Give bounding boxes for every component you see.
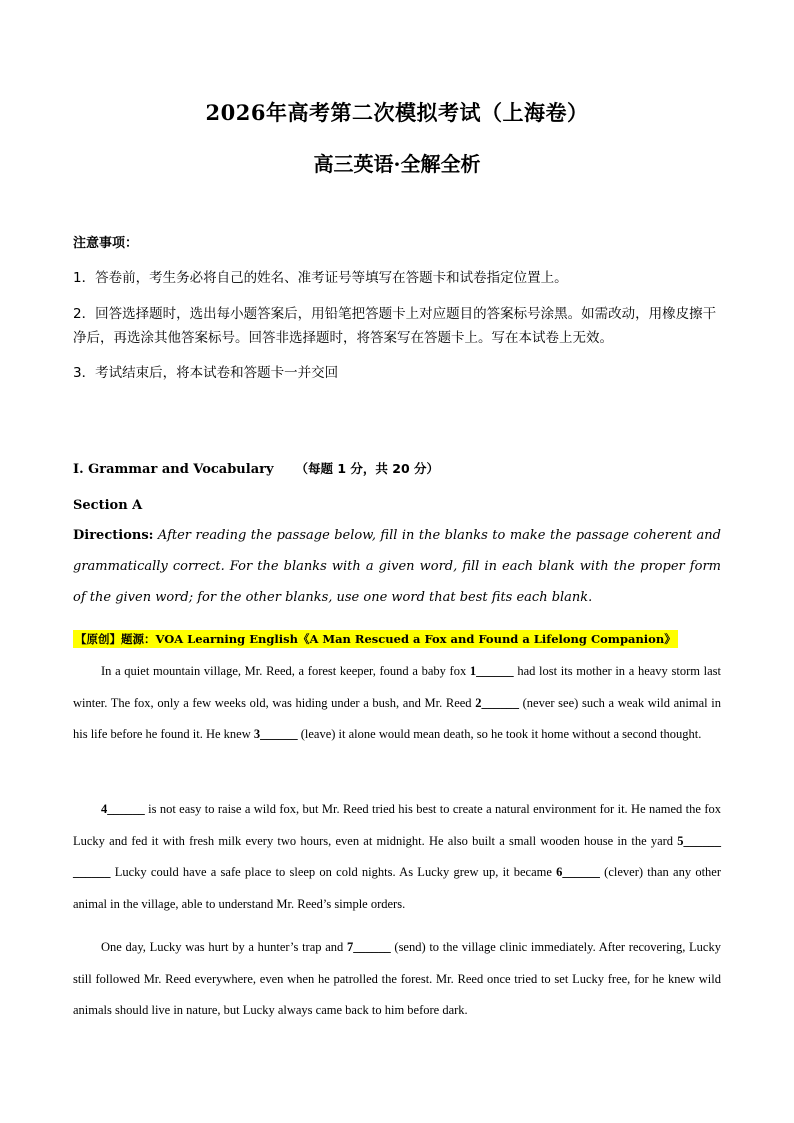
notice-heading: 注意事项：	[73, 236, 139, 251]
blank-7: 7______	[346, 940, 391, 954]
passage-text: had lost its mother in a heavy storm last winter. The fox, only a few weeks old, was hiding under a bush, and Mr. Reed	[73, 664, 721, 710]
passage-text: (clever) than any other animal in the village, able to understand Mr. Reed’s simple orders.	[73, 865, 721, 911]
blank-5: 5______ ______	[73, 833, 721, 879]
passage-text: One day, Lucky was hurt by a hunter’s trap and	[101, 940, 347, 954]
exam-title: 2026年高考第二次模拟考试（上海卷）	[205, 100, 589, 125]
passage-text: is not easy to raise a wild fox, but Mr. Reed tried his best to create a natural environment for it. He named the fox Lucky and fed it with fresh milk every two hours, even at midnight. He also built a small wooden house in the yard	[73, 802, 721, 848]
blank-1: 1______	[469, 664, 514, 678]
blank-2: 2______	[475, 695, 519, 710]
notice-item-2: 2．回答选择题时，选出每小题答案后，用铅笔把答题卡上对应题目的答案标号涂黑。如需改动，用橡皮擦干净后，再选涂其他答案标号。回答非选择题时，将答案写在答题卡上。写在本试卷上无效。	[73, 306, 717, 346]
directions-label: Directions:	[73, 528, 154, 543]
section-heading	[73, 459, 439, 477]
blank-6: 6______	[556, 865, 600, 879]
notice-item-3: 3．考试结束后，将本试卷和答题卡一并交回	[73, 365, 339, 381]
directions-text: After reading the passage below, fill in the blanks to make the passage coherent and grammatically correct. For the blanks with a given word, fill in each blank with the proper form of the given word; for the other blanks, use one word that best fits each blank.	[73, 528, 721, 605]
section-label: I. Grammar and Vocabulary	[73, 462, 274, 477]
passage-text: In a quiet mountain village, Mr. Reed, a forest keeper, found a baby fox	[101, 664, 470, 678]
exam-subtitle: 高三英语·全解全析	[313, 152, 481, 176]
source-note: 【原创】题源：VOA Learning English《A Man Rescued a Fox and Found a Lifelong Companion》	[75, 632, 676, 646]
passage-text: (never see) such a weak wild animal in his life before he found it. He knew	[73, 695, 721, 741]
passage-text: Lucky could have a safe place to sleep on cold nights. As Lucky grew up, it became	[110, 865, 557, 879]
passage-paragraph-2	[73, 794, 721, 920]
section-points: （每题 1 分，共 20 分）	[295, 461, 440, 476]
passage-paragraph-3	[73, 932, 721, 1027]
directions	[73, 520, 721, 613]
passage-text: (leave) it alone would mean death, so he took it home without a second thought.	[297, 727, 702, 741]
subsection-heading: Section A	[73, 498, 143, 513]
blank-4: 4______	[101, 802, 145, 816]
notice-item-1: 1．答卷前，考生务必将自己的姓名、准考证号等填写在答题卡和试卷指定位置上。	[73, 270, 568, 286]
passage-text: (send) to the village clinic immediately. After recovering, Lucky still followed Mr. Reed everywhere, even when he patrolled the forest. Mr. Reed once tried to set Lucky free, for he knew wild animals should live in nature, but Lucky always came back to him before dark.	[73, 940, 721, 1017]
blank-3: 3______	[253, 727, 298, 741]
passage-paragraph-1	[73, 656, 721, 751]
